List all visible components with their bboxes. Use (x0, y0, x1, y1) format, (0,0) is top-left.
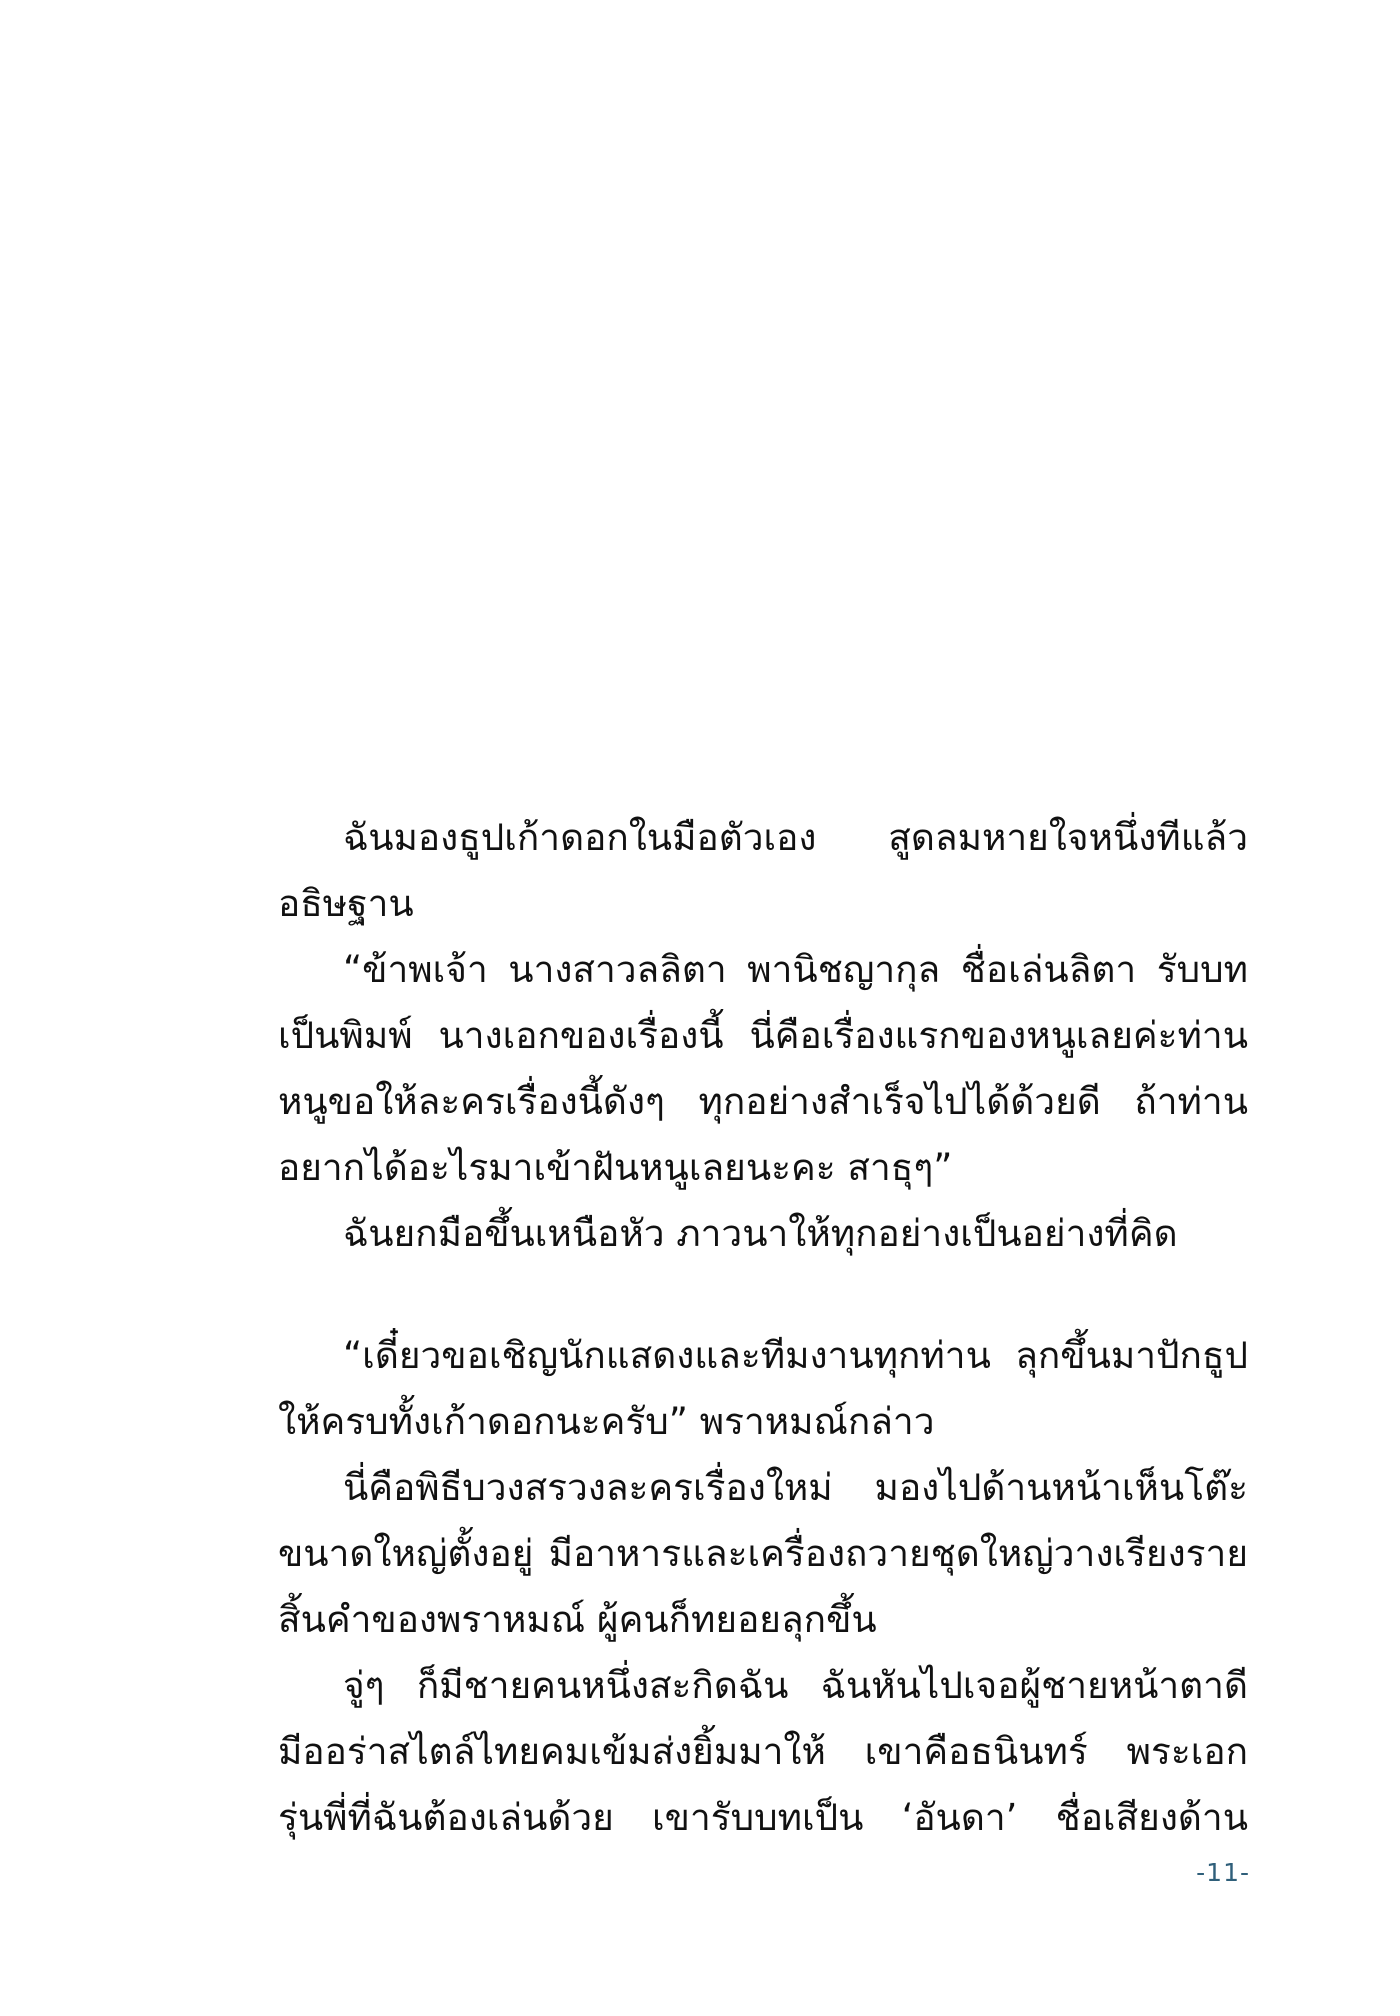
text-line-15: รุ่นพี่ที่ฉันต้องเล่นด้วย เขารับบทเป็น ‘อันดา’ ชื่อเสียงด้าน (278, 1796, 1248, 1839)
text-line-14: มีออร่าสไตล์ไทยคมเข้มส่งยิ้มมาให้ เขาคือธนินทร์ พระเอก (278, 1730, 1248, 1773)
text-line-11: ขนาดใหญ่ตั้งอยู่ มีอาหารและเครื่องถวายชุดใหญ่วางเรียงราย (278, 1532, 1248, 1575)
text-line-10: นี่คือพิธีบวงสรวงละครเรื่องใหม่ มองไปด้านหน้าเห็นโต๊ะ (343, 1466, 1248, 1509)
text-line-13: จู่ๆ ก็มีชายคนหนึ่งสะกิดฉัน ฉันหันไปเจอผู้ชายหน้าตาดี (343, 1664, 1248, 1707)
text-line-5: หนูขอให้ละครเรื่องนี้ดังๆ ทุกอย่างสำเร็จไปได้ด้วยดี ถ้าท่าน (278, 1080, 1248, 1123)
page-number: -11- (1196, 1858, 1250, 1887)
text-line-8: “เดี๋ยวขอเชิญนักแสดงและทีมงานทุกท่าน ลุกขึ้นมาปักธูป (343, 1334, 1248, 1377)
text-line-6: อยากได้อะไรมาเข้าฝันหนูเลยนะคะ สาธุๆ” (278, 1146, 953, 1189)
text-line-9: ให้ครบทั้งเก้าดอกนะครับ” พราหมณ์กล่าว (278, 1400, 935, 1443)
text-line-7: ฉันยกมือขึ้นเหนือหัว ภาวนาให้ทุกอย่างเป็นอย่างที่คิด (343, 1212, 1178, 1255)
text-line-1: ฉันมองธูปเก้าดอกในมือตัวเอง สูดลมหายใจหนึ่งทีแล้ว (343, 816, 1248, 859)
paragraph-gap (278, 1267, 1248, 1323)
text-line-3: “ข้าพเจ้า นางสาวลลิตา พานิชญากุล ชื่อเล่นลิตา รับบท (343, 948, 1248, 991)
body-text (278, 805, 1248, 1851)
text-line-12: สิ้นคำของพราหมณ์ ผู้คนก็ทยอยลุกขึ้น (278, 1598, 877, 1641)
text-line-4: เป็นพิมพ์ นางเอกของเรื่องนี้ นี่คือเรื่องแรกของหนูเลยค่ะท่าน (278, 1014, 1248, 1057)
text-line-2: อธิษฐาน (278, 882, 414, 925)
